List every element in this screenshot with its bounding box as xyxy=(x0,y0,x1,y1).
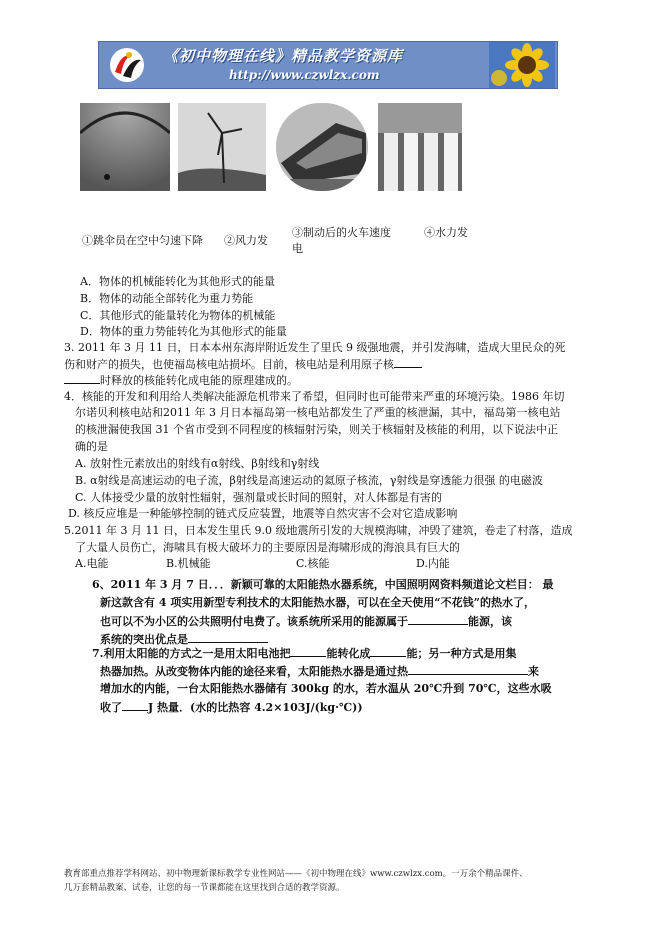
sunflower-icon xyxy=(489,42,555,88)
q4-line-1: 4．核能的开发和利用给人类解决能源危机带来了希望，但同时也可能带来严重的环境污染。1986 年切 xyxy=(64,390,565,403)
photo-wind-turbine xyxy=(178,103,266,191)
caption-2: ②风力发 xyxy=(224,234,268,247)
q4-line-2: 尔诺贝利核电站和2011 年 3 月日本福岛第一核电站都发生了严重的核泄漏，其中，福岛第一核电站 xyxy=(75,406,561,419)
caption-3-cont: 电 xyxy=(292,242,303,255)
q1-option-b: B．物体的动能全部转化为重力势能 xyxy=(80,292,254,305)
q7-line-1: 7.利用太阳能的方式之一是用太阳电池把 能转化成 能；另一种方式是用集 xyxy=(92,647,517,660)
q5-line-2: 了大量人员伤亡，海啸具有极大破坏力的主要原因是海啸形成的海浪具有巨大的 xyxy=(75,541,460,554)
q3-line-3: 时释放的核能转化成电能的原理建成的。 xyxy=(64,373,298,388)
q7-line-3: 增加水的内能，一台太阳能热水器储有 300kg 的水，若水温从 20℃升到 70℃，这些水吸 xyxy=(100,682,552,695)
q7-line-4: 收了 J 热量．(水的比热容 4.2×103J/(kg·℃)) xyxy=(100,701,363,714)
wind-turbine-image-icon xyxy=(178,103,266,191)
photo-train xyxy=(276,103,368,191)
q4-line-4: 确的是 xyxy=(75,440,108,453)
q3-line-1: 3. 2011 年 3 月 11 日，日本本州东海岸附近发生了里氏 9 级强地震，并引发海啸，造成大里民众的死 xyxy=(64,341,566,354)
site-logo-icon xyxy=(107,46,147,84)
q5-option-c: C.核能 xyxy=(296,557,330,570)
q5-option-a: A.电能 xyxy=(75,557,109,570)
q1-option-d: D．物体的重力势能转化为其他形式的能量 xyxy=(80,325,287,338)
q6-line-4: 系统的突出优点是 xyxy=(100,632,268,647)
caption-1: ①跳伞员在空中匀速下降 xyxy=(82,234,203,247)
caption-4: ④水力发 xyxy=(424,226,468,239)
q1-option-a: A．物体的机械能转化为其他形式的能量 xyxy=(80,275,275,288)
footer-line-2: 几万套精品教案、试卷，让您的每一节课都能在这里找到合适的教学资源。 xyxy=(64,883,345,893)
hydropower-image-icon xyxy=(378,103,462,191)
q1-option-c: C．其他形式的能量转化为物体的机械能 xyxy=(80,309,276,322)
q4-option-c: C. 人体接受少量的放射性辐射，强剂量或长时间的照射，对人体都是有害的 xyxy=(75,491,443,504)
q5-line-1: 5.2011 年 3 月 11 日，日本发生里氏 9.0 级地震所引发的大规模海啸，冲毁了建筑，卷走了村落，造成 xyxy=(64,524,573,537)
banner-title: 《初中物理在线》精品教学资源库 xyxy=(163,47,404,65)
q4-option-d: D. 核反应堆是一种能够控制的链式反应装置，地震等自然灾害不会对它造成影响 xyxy=(68,507,458,520)
q5-option-d: D.内能 xyxy=(416,557,450,570)
photo-hydropower xyxy=(378,103,462,191)
q7-line-2: 热器加热。从改变物体内能的途径来看，太阳能热水器是通过热 来 xyxy=(100,665,539,678)
q3-line-2: 伤和财产的损失，也使福岛核电站损坏。目前，核电站是利用原子核 xyxy=(64,357,422,372)
train-image-icon xyxy=(276,103,368,191)
header-banner xyxy=(98,41,558,89)
banner-url: http://www.czwlzx.com xyxy=(229,68,380,82)
q4-option-a: A. 放射性元素放出的射线有α射线、β射线和γ射线 xyxy=(75,457,320,470)
photo-parachutist xyxy=(80,103,170,191)
q6-line-2: 新这款含有 4 项实用新型专利技术的太阳能热水器，可以在全天使用“不花钱”的热水了， xyxy=(100,596,535,609)
q5-option-b: B.机械能 xyxy=(166,557,211,570)
q4-line-3: 的核泄漏使我国 31 个省市受到不同程度的核辐射污染，则关于核辐射及核能的利用，以下说法中正 xyxy=(75,423,558,436)
q6-line-3: 也可以不为小区的公共照明付电费了。该系统所采用的能源属于 能源，该 xyxy=(100,615,512,628)
parachutist-image-icon xyxy=(80,103,170,191)
q4-option-b: B. α射线是高速运动的电子流，β射线是高速运动的氦原子核流，γ射线是穿透能力很强 的电磁波 xyxy=(75,474,543,487)
footer-line-1: 教育部重点推荐学科网站、初中物理新课标教学专业性网站——《初中物理在线》www.czwlzx.com。一万余个精品课件、 xyxy=(64,869,528,879)
caption-3: ③制动后的火车速度 xyxy=(292,226,391,239)
q6-line-1: 6、2011 年 3 月 7 日．．．新颖可靠的太阳能热水器系统，中国照明网资料频道论文栏目： 最 xyxy=(92,578,554,591)
